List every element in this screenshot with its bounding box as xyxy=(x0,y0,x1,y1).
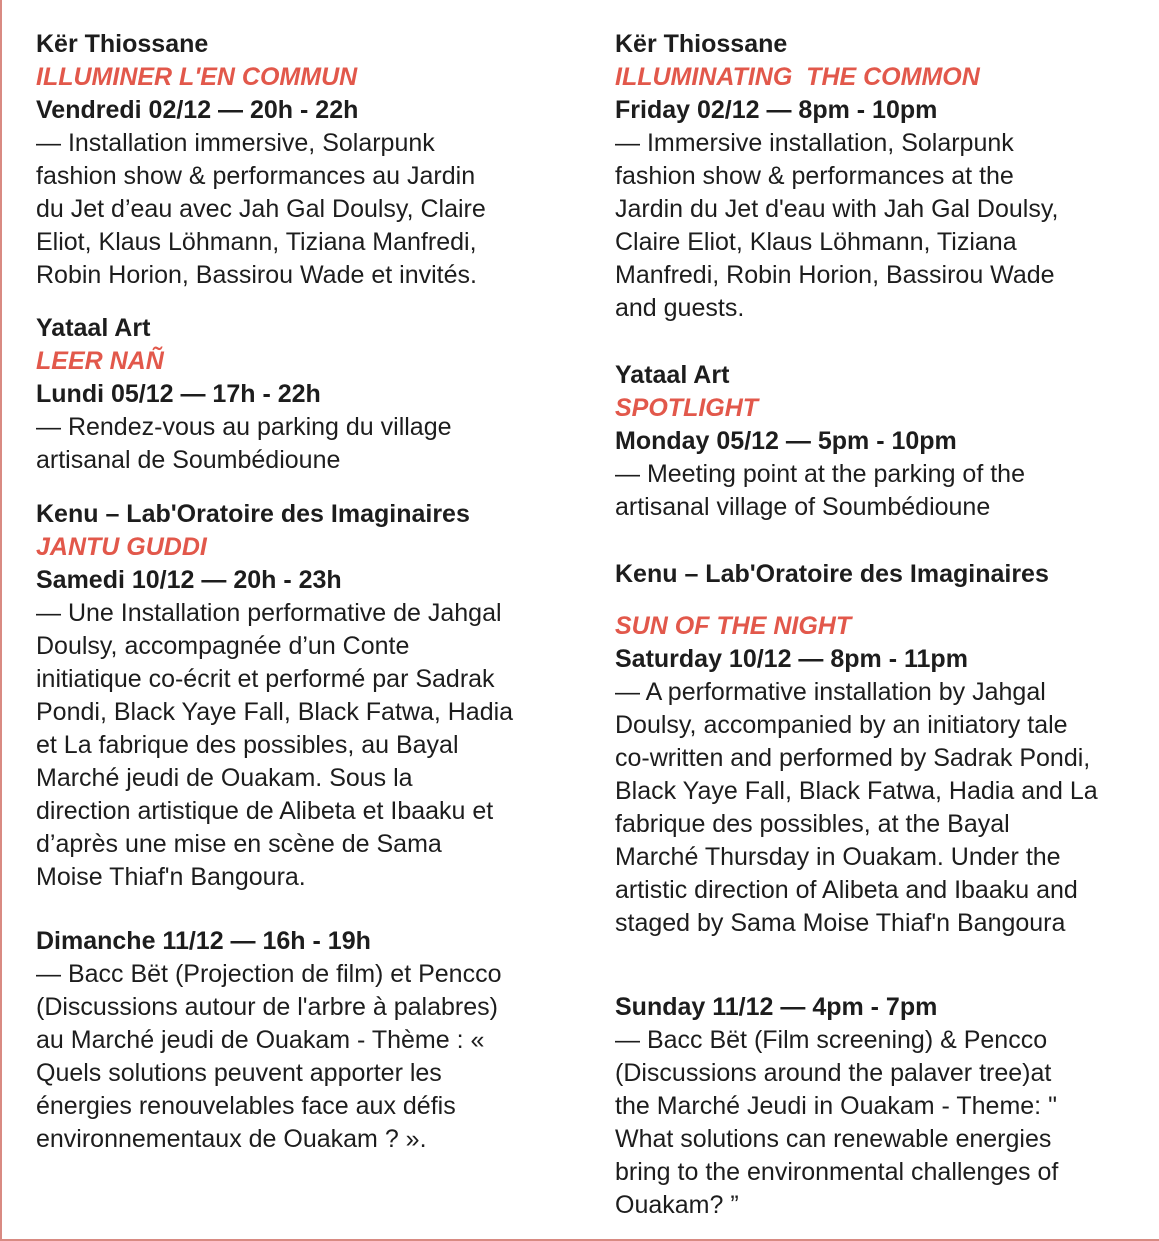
venue-name: Kër Thiossane xyxy=(615,30,788,58)
description-line: — Installation immersive, Solarpunk xyxy=(36,129,435,157)
event-title: SUN OF THE NIGHT xyxy=(615,612,852,640)
description-line: — A performative installation by Jahgal xyxy=(615,678,1046,706)
event-title: JANTU GUDDI xyxy=(36,533,207,561)
description-line: — Meeting point at the parking of the xyxy=(615,460,1025,488)
venue-name: Yataal Art xyxy=(36,314,151,342)
description-line: fabrique des possibles, at the Bayal xyxy=(615,810,1010,838)
description-line: d’après une mise en scène de Sama xyxy=(36,830,442,858)
description-line: artisanal village of Soumbédioune xyxy=(615,493,991,521)
event-block-spotlight xyxy=(615,359,1025,524)
event-block-jantu-guddi xyxy=(36,498,513,894)
description-line: Doulsy, accompagnée d’un Conte xyxy=(36,632,410,660)
description-line: au Marché jeudi de Ouakam - Thème : « xyxy=(36,1026,485,1054)
event-date: Monday 05/12 — 5pm - 10pm xyxy=(615,427,957,455)
event-date: Vendredi 02/12 — 20h - 22h xyxy=(36,96,359,124)
event-date: Dimanche 11/12 — 16h - 19h xyxy=(36,927,371,955)
description-line: Eliot, Klaus Löhmann, Tiziana Manfredi, xyxy=(36,228,477,256)
description-line: Pondi, Black Yaye Fall, Black Fatwa, Hadia xyxy=(36,698,514,726)
event-date: Samedi 10/12 — 20h - 23h xyxy=(36,566,342,594)
event-block-sun-of-the-night xyxy=(615,558,1098,940)
venue-name: Kër Thiossane xyxy=(36,30,209,58)
event-date: Saturday 10/12 — 8pm - 11pm xyxy=(615,645,968,673)
description-line: artisanal de Soumbédioune xyxy=(36,446,341,474)
event-date: Lundi 05/12 — 17h - 22h xyxy=(36,380,321,408)
venue-name: Kenu – Lab'Oratoire des Imaginaires xyxy=(615,560,1049,588)
venue-name: Yataal Art xyxy=(615,361,730,389)
description-line: Claire Eliot, Klaus Löhmann, Tiziana xyxy=(615,228,1017,256)
description-line: du Jet d’eau avec Jah Gal Doulsy, Claire xyxy=(36,195,486,223)
description-line: et La fabrique des possibles, au Bayal xyxy=(36,731,459,759)
event-title: SPOTLIGHT xyxy=(615,394,759,422)
event-block-sunday xyxy=(615,991,1058,1222)
description-line: initiatique co-écrit et performé par Sadrak xyxy=(36,665,495,693)
description-line: Jardin du Jet d'eau with Jah Gal Doulsy, xyxy=(615,195,1059,223)
event-block-leer-nan xyxy=(36,312,452,477)
description-line: Marché jeudi de Ouakam. Sous la xyxy=(36,764,413,792)
description-line: artistic direction of Alibeta and Ibaaku and xyxy=(615,876,1078,904)
venue-name: Kenu – Lab'Oratoire des Imaginaires xyxy=(36,500,470,528)
description-line: the Marché Jeudi in Ouakam - Theme: " xyxy=(615,1092,1057,1120)
description-line: Quels solutions peuvent apporter les xyxy=(36,1059,442,1087)
description-line: fashion show & performances at the xyxy=(615,162,1014,190)
description-line: — Une Installation performative de Jahgal xyxy=(36,599,502,627)
event-date: Sunday 11/12 — 4pm - 7pm xyxy=(615,993,938,1021)
description-line: direction artistique de Alibeta et Ibaaku et xyxy=(36,797,494,825)
event-block-illuminer xyxy=(36,28,486,292)
description-line: (Discussions autour de l'arbre à palabres) xyxy=(36,993,498,1021)
description-line: and guests. xyxy=(615,294,745,322)
description-line: — Immersive installation, Solarpunk xyxy=(615,129,1014,157)
description-line: bring to the environmental challenges of xyxy=(615,1158,1059,1186)
description-line: (Discussions around the palaver tree)at xyxy=(615,1059,1052,1087)
event-block-illuminating xyxy=(615,28,1058,325)
description-line: — Bacc Bët (Film screening) & Pencco xyxy=(615,1026,1048,1054)
event-title: ILLUMINER L'EN COMMUN xyxy=(36,63,358,91)
description-line: Ouakam? ” xyxy=(615,1191,739,1219)
description-line: co-written and performed by Sadrak Pondi, xyxy=(615,744,1091,772)
description-line: environnementaux de Ouakam ? ». xyxy=(36,1125,427,1153)
description-line: Manfredi, Robin Horion, Bassirou Wade xyxy=(615,261,1055,289)
description-line: Marché Thursday in Ouakam. Under the xyxy=(615,843,1061,871)
event-block-dimanche xyxy=(36,925,501,1156)
description-line: fashion show & performances au Jardin xyxy=(36,162,476,190)
description-line: What solutions can renewable energies xyxy=(615,1125,1052,1153)
description-line: énergies renouvelables face aux défis xyxy=(36,1092,456,1120)
event-date: Friday 02/12 — 8pm - 10pm xyxy=(615,96,938,124)
event-title: ILLUMINATING THE COMMON xyxy=(615,63,980,91)
description-line: — Bacc Bët (Projection de film) et Pencco xyxy=(36,960,502,988)
description-line: Moise Thiaf'n Bangoura. xyxy=(36,863,306,891)
description-line: staged by Sama Moise Thiaf'n Bangoura xyxy=(615,909,1066,937)
event-title: LEER NAÑ xyxy=(36,347,164,375)
description-line: Robin Horion, Bassirou Wade et invités. xyxy=(36,261,477,289)
description-line: Doulsy, accompanied by an initiatory tale xyxy=(615,711,1068,739)
description-line: — Rendez-vous au parking du village xyxy=(36,413,452,441)
description-line: Black Yaye Fall, Black Fatwa, Hadia and La xyxy=(615,777,1098,805)
